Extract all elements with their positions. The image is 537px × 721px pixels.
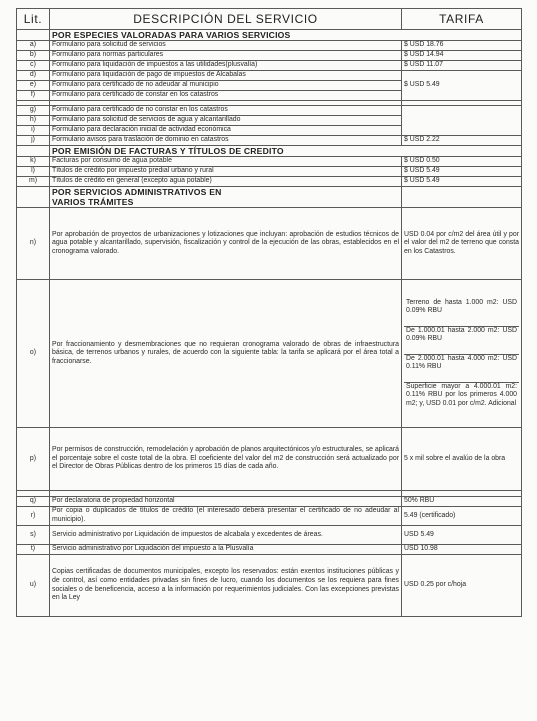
row-lit: p): [17, 428, 50, 491]
row-tarifa: USD 5.49: [402, 526, 522, 545]
row-lit: t): [17, 545, 50, 555]
row-lit: e): [17, 81, 50, 91]
row-tarifa: 5.49 (certificado): [402, 507, 522, 526]
table-row: [17, 51, 522, 61]
tier-2: De 1.000.01 hasta 2.000 m2: USD 0.09% RBU: [404, 327, 519, 355]
row-tarifa: $ USD 5.49: [402, 177, 522, 187]
row-tarifa: $ USD 18.76: [402, 41, 522, 51]
row-description: Formulario para certificado de no adeudar al municipio: [50, 81, 402, 91]
row-lit: s): [17, 526, 50, 545]
row-description: Por aprobación de proyectos de urbanizaciones y lotizaciones que incluyan: aprobación de estudios técnicos de agua potable y alcantarillado, supervisión, fiscalización y control de la ejecución de las obras, establecidos en el cronograma valorado.: [50, 208, 402, 280]
row-lit: m): [17, 177, 50, 187]
row-lit: c): [17, 61, 50, 71]
row-lit: k): [17, 157, 50, 167]
section-row: [17, 187, 522, 208]
table-row: [17, 177, 522, 187]
header-lit: Lit.: [17, 9, 50, 30]
row-tarifa: 50% RBU: [402, 497, 522, 507]
row-description: Por declaratoria de propiedad horizontal: [50, 497, 402, 507]
row-tarifa: 5 x mil sobre el avalúo de la obra: [402, 428, 522, 491]
table-row: [17, 428, 522, 491]
row-description: Servicio administrativo por Liquidación del impuesto a la Plusvalía: [50, 545, 402, 555]
table-row: [17, 106, 522, 116]
row-tarifa-tiers: [402, 280, 522, 428]
row-description: Títulos de crédito en general (excepto agua potable): [50, 177, 402, 187]
row-tarifa: [402, 106, 522, 136]
tariff-table: [16, 8, 522, 617]
row-lit: r): [17, 507, 50, 526]
row-description: Copias certificadas de documentos municipales, excepto los reservados: están exentos instituciones públicas y de control, así como entidades privadas sin fines de lucro, cuando los documentos se los requiera para fines sociales o de beneficencia, acceso a la información por requerimientos judiciales. Con las excepciones previstas en la Ley: [50, 555, 402, 617]
row-description: Por copia o duplicados de títulos de crédito (el interesado deberá presentar el certificado de no adeudar al municipio).: [50, 507, 402, 526]
row-lit: f): [17, 91, 50, 101]
row-description: Formulario para declaración inicial de actividad económica: [50, 126, 402, 136]
row-tarifa: $ USD 5.49: [402, 167, 522, 177]
row-lit: q): [17, 497, 50, 507]
row-description: Formulario para solicitud de servicios: [50, 41, 402, 51]
row-lit: h): [17, 116, 50, 126]
header-row: [17, 9, 522, 30]
section-heading: POR SERVICIOS ADMINISTRATIVOS EN VARIOS TRÁMITES: [50, 187, 402, 208]
row-tarifa: USD 10.98: [402, 545, 522, 555]
row-tarifa: USD 0.25 por c/hoja: [402, 555, 522, 617]
row-description: Formulario avisos para traslación de dominio en catastros: [50, 136, 402, 146]
row-description: Títulos de crédito por impuesto predial urbano y rural: [50, 167, 402, 177]
row-lit: g): [17, 106, 50, 116]
row-description: Servicio administrativo por Liquidación de impuestos de alcabala y excedentes de áreas.: [50, 526, 402, 545]
row-tarifa: USD 0.04 por c/m2 del área útil y por el valor del m2 de terreno que consta en los Catastros.: [402, 208, 522, 280]
table-row: [17, 61, 522, 71]
row-tarifa: $ USD 5.49: [402, 71, 522, 101]
table-row: [17, 157, 522, 167]
table-row: [17, 280, 522, 428]
table-row: [17, 167, 522, 177]
row-description: Formulario para certificado de constar en los catastros: [50, 91, 402, 101]
table-row: [17, 136, 522, 146]
table-row: [17, 497, 522, 507]
row-lit: d): [17, 71, 50, 81]
section-row: [17, 30, 522, 41]
row-description: Formulario para liquidación de impuestos a las utilidades(plusvalía): [50, 61, 402, 71]
table-row: [17, 555, 522, 617]
row-description: Formulario para solicitud de servicios de agua y alcantarillado: [50, 116, 402, 126]
row-tarifa: $ USD 0.50: [402, 157, 522, 167]
row-description: Por permisos de construcción, remodelación y aprobación de planos arquitectónicos y/o estructurales, se aplicará el porcentaje sobre el coste total de la obra. El coeficiente del valor del m2 de construcción será actualizado por el Director de Obras Públicas dentro de los primeros 15 días de cada año.: [50, 428, 402, 491]
row-tarifa: $ USD 11.07: [402, 61, 522, 71]
row-tarifa: $ USD 14.94: [402, 51, 522, 61]
table-row: [17, 526, 522, 545]
table-row: [17, 208, 522, 280]
row-lit: n): [17, 208, 50, 280]
row-description: Facturas por consumo de agua potable: [50, 157, 402, 167]
table-row: [17, 41, 522, 51]
row-lit: u): [17, 555, 50, 617]
header-tarifa: TARIFA: [402, 9, 522, 30]
row-lit: o): [17, 280, 50, 428]
row-description: Formulario para certificado de no constar en los catastros: [50, 106, 402, 116]
row-lit: a): [17, 41, 50, 51]
row-description: Formulario para liquidación de pago de impuestos de Alcabalas: [50, 71, 402, 81]
row-lit: j): [17, 136, 50, 146]
row-lit: i): [17, 126, 50, 136]
table-row: [17, 545, 522, 555]
table-row: [17, 71, 522, 81]
tier-1: Terreno de hasta 1.000 m2: USD 0.09% RBU: [404, 299, 519, 327]
table-row: [17, 507, 522, 526]
row-description: Por fraccionamiento y desmembraciones que no requieran cronograma valorado de obras de infraestructura básica, de terrenos urbanos y rurales, de acuerdo con la siguiente tabla: la tarifa se aplicará por el área total a fraccionarse.: [50, 280, 402, 428]
section-heading: POR ESPECIES VALORADAS PARA VARIOS SERVICIOS: [50, 30, 522, 41]
section-row: [17, 146, 522, 157]
section-heading: POR EMISIÓN DE FACTURAS Y TÍTULOS DE CREDITO: [50, 146, 522, 157]
header-description: DESCRIPCIÓN DEL SERVICIO: [50, 9, 402, 30]
row-description: Formulario para normas particulares: [50, 51, 402, 61]
tier-3: De 2.000.01 hasta 4.000 m2: USD 0.11% RBU: [404, 355, 519, 383]
row-lit: b): [17, 51, 50, 61]
tier-4: Superficie mayor a 4.000.01 m2: 0.11% RBU por los primeros 4.000 m2; y, USD 0.01 por c/m2. Adicional: [406, 382, 517, 407]
row-lit: l): [17, 167, 50, 177]
row-tarifa: $ USD 2.22: [402, 136, 522, 146]
